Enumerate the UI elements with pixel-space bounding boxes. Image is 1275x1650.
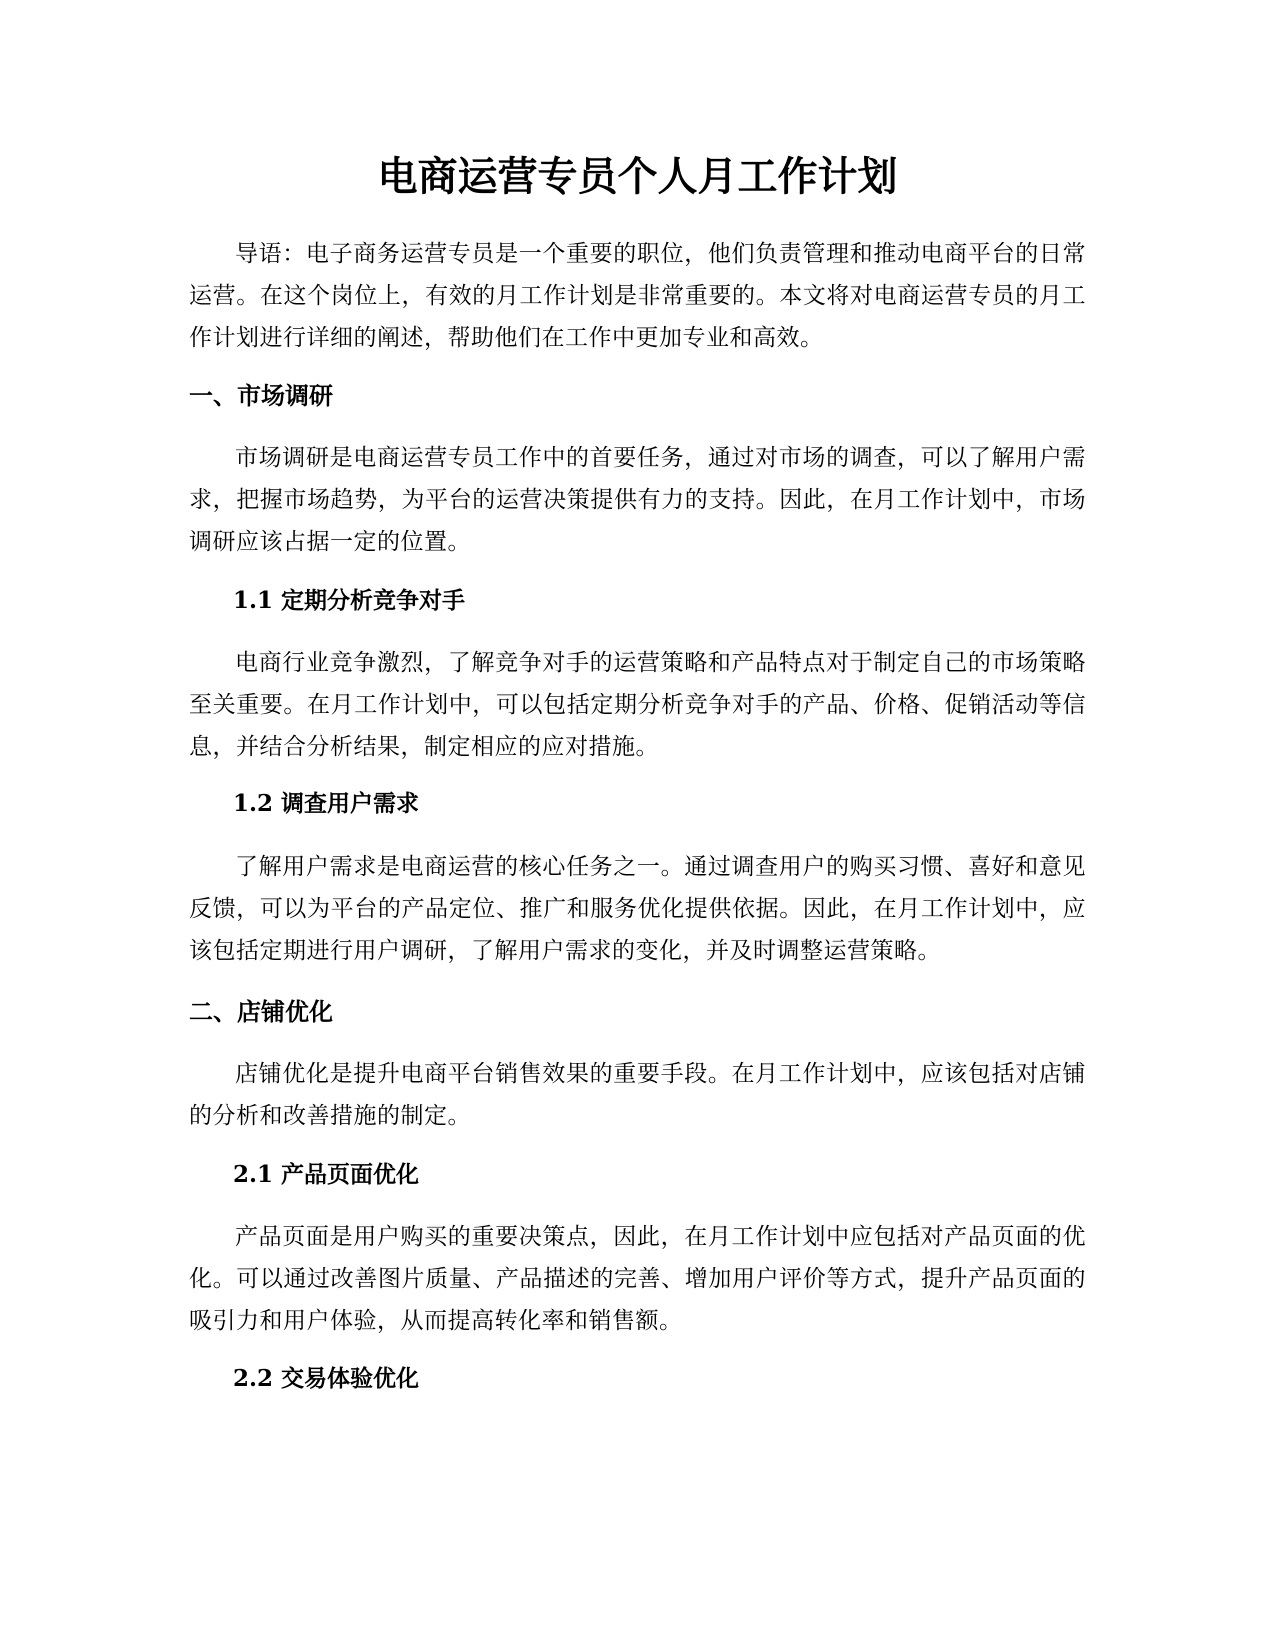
subsection-2-1-heading: 2.1 产品页面优化 — [233, 1161, 420, 1188]
section-1-paragraph: 市场调研是电商运营专员工作中的首要任务，通过对市场的调查，可以了解用户需求，把握市场趋势，为平台的运营决策提供有力的支持。因此，在月工作计划中，市场调研应该占据一定的位置。 — [189, 445, 1086, 555]
section-1-heading: 一、市场调研 — [189, 382, 333, 410]
document-title: 电商运营专员个人月工作计划 — [377, 154, 898, 200]
intro-paragraph: 导语：电子商务运营专员是一个重要的职位，他们负责管理和推动电商平台的日常运营。在这个岗位上，有效的月工作计划是非常重要的。本文将对电商运营专员的月工作计划进行详细的阐述，帮助他们在工作中更加专业和高效。 — [189, 241, 1086, 351]
section-2-heading: 二、店铺优化 — [189, 998, 333, 1026]
subsection-1-2-heading: 1.2 调查用户需求 — [233, 790, 420, 817]
subsection-1-1-heading: 1.1 定期分析竞争对手 — [233, 587, 466, 614]
subsection-2-1-paragraph: 产品页面是用户购买的重要决策点，因此，在月工作计划中应包括对产品页面的优化。可以通过改善图片质量、产品描述的完善、增加用户评价等方式，提升产品页面的吸引力和用户体验，从而提高转化率和销售额。 — [189, 1224, 1086, 1334]
section-2-paragraph: 店铺优化是提升电商平台销售效果的重要手段。在月工作计划中，应该包括对店铺的分析和改善措施的制定。 — [189, 1061, 1086, 1129]
subsection-2-2-heading: 2.2 交易体验优化 — [233, 1365, 420, 1392]
subsection-1-2-paragraph: 了解用户需求是电商运营的核心任务之一。通过调查用户的购买习惯、喜好和意见反馈，可以为平台的产品定位、推广和服务优化提供依据。因此，在月工作计划中，应该包括定期进行用户调研，了解用户需求的变化，并及时调整运营策略。 — [189, 854, 1086, 964]
subsection-1-1-paragraph: 电商行业竞争激烈，了解竞争对手的运营策略和产品特点对于制定自己的市场策略至关重要。在月工作计划中，可以包括定期分析竞争对手的产品、价格、促销活动等信息，并结合分析结果，制定相应的应对措施。 — [189, 650, 1086, 760]
